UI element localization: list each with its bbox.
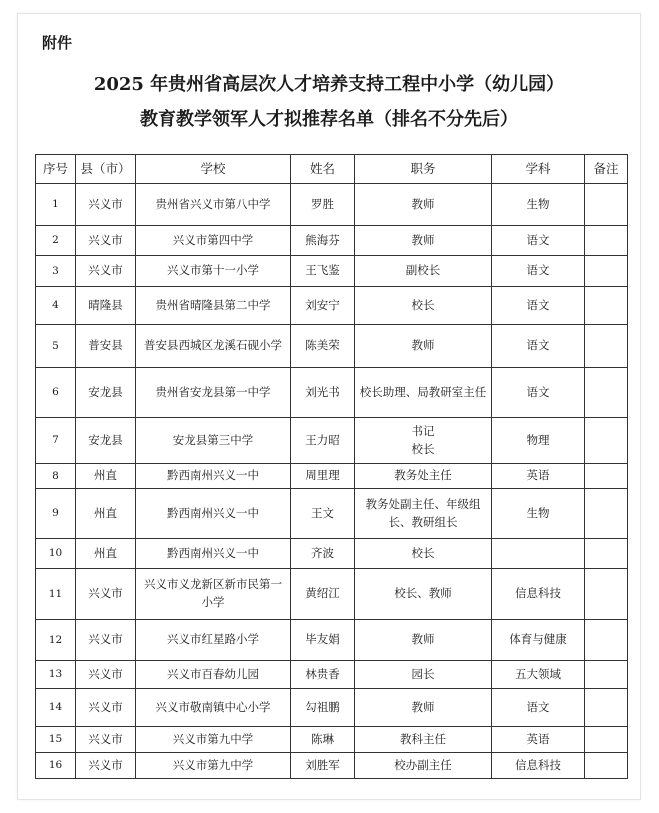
cell-position: 校长 [355, 287, 492, 325]
cell-subject: 语文 [492, 256, 585, 287]
cell-note [585, 368, 628, 418]
cell-no: 14 [36, 689, 76, 727]
cell-no: 13 [36, 661, 76, 689]
cell-note [585, 689, 628, 727]
cell-note [585, 256, 628, 287]
recommendation-table [35, 154, 628, 779]
cell-school: 黔西南州兴义一中 [136, 539, 291, 569]
cell-subject: 体育与健康 [492, 620, 585, 661]
cell-no: 3 [36, 256, 76, 287]
cell-county: 安龙县 [76, 418, 136, 464]
cell-name: 黄绍江 [291, 569, 355, 620]
cell-county: 兴义市 [76, 226, 136, 256]
table-row [36, 489, 628, 539]
table-row [36, 287, 628, 325]
cell-position: 教师 [355, 184, 492, 226]
cell-subject: 语文 [492, 325, 585, 368]
cell-note [585, 753, 628, 779]
cell-name: 陈琳 [291, 727, 355, 753]
cell-county: 兴义市 [76, 661, 136, 689]
cell-position: 副校长 [355, 256, 492, 287]
cell-county: 兴义市 [76, 620, 136, 661]
cell-name: 陈美荣 [291, 325, 355, 368]
cell-county: 州直 [76, 489, 136, 539]
cell-note [585, 569, 628, 620]
document-title-line-1: 2025 年贵州省高层次人才培养支持工程中小学（幼儿园） [93, 74, 565, 95]
cell-note [585, 226, 628, 256]
cell-subject: 英语 [492, 464, 585, 489]
cell-note [585, 325, 628, 368]
cell-no: 4 [36, 287, 76, 325]
cell-subject: 语文 [492, 368, 585, 418]
cell-name: 王飞鉴 [291, 256, 355, 287]
cell-county: 普安县 [76, 325, 136, 368]
cell-name: 刘光书 [291, 368, 355, 418]
table-row [36, 226, 628, 256]
table-row [36, 620, 628, 661]
cell-county: 兴义市 [76, 184, 136, 226]
cell-no: 6 [36, 368, 76, 418]
cell-position: 教师 [355, 325, 492, 368]
cell-position: 校长 [355, 539, 492, 569]
cell-position: 校办副主任 [355, 753, 492, 779]
cell-position: 教务处主任 [355, 464, 492, 489]
table-body [36, 184, 628, 779]
cell-school: 兴义市第九中学 [136, 753, 291, 779]
cell-subject [492, 539, 585, 569]
cell-name: 刘安宁 [291, 287, 355, 325]
cell-school: 黔西南州兴义一中 [136, 464, 291, 489]
attachment-label: 附件 [42, 34, 73, 52]
cell-county: 兴义市 [76, 727, 136, 753]
cell-name: 毕友娟 [291, 620, 355, 661]
header-note: 备注 [585, 155, 628, 184]
cell-name: 齐波 [291, 539, 355, 569]
cell-county: 州直 [76, 539, 136, 569]
cell-no: 12 [36, 620, 76, 661]
cell-county: 安龙县 [76, 368, 136, 418]
cell-note [585, 727, 628, 753]
cell-school: 兴义市红星路小学 [136, 620, 291, 661]
cell-school: 兴义市第四中学 [136, 226, 291, 256]
cell-county: 兴义市 [76, 569, 136, 620]
cell-school: 兴义市第九中学 [136, 727, 291, 753]
cell-school: 兴义市百春幼儿园 [136, 661, 291, 689]
cell-name: 刘胜军 [291, 753, 355, 779]
cell-note [585, 464, 628, 489]
document-title-line-2: 教育教学领军人才拟推荐名单（排名不分先后） [140, 109, 518, 130]
cell-note [585, 539, 628, 569]
cell-note [585, 418, 628, 464]
cell-position: 教务处副主任、年级组长、教研组长 [355, 489, 492, 539]
cell-county: 晴隆县 [76, 287, 136, 325]
cell-position: 教科主任 [355, 727, 492, 753]
cell-name: 罗胜 [291, 184, 355, 226]
table-row [36, 368, 628, 418]
header-school: 学校 [136, 155, 291, 184]
header-position: 职务 [355, 155, 492, 184]
table-row [36, 689, 628, 727]
header-county: 县（市） [76, 155, 136, 184]
cell-school: 贵州省安龙县第一中学 [136, 368, 291, 418]
cell-position: 教师 [355, 620, 492, 661]
table-row [36, 569, 628, 620]
cell-name: 熊海芬 [291, 226, 355, 256]
cell-school: 兴义市第十一小学 [136, 256, 291, 287]
cell-note [585, 661, 628, 689]
cell-county: 兴义市 [76, 256, 136, 287]
cell-county: 兴义市 [76, 753, 136, 779]
cell-no: 1 [36, 184, 76, 226]
cell-no: 9 [36, 489, 76, 539]
cell-name: 王力昭 [291, 418, 355, 464]
cell-subject: 信息科技 [492, 569, 585, 620]
cell-school: 黔西南州兴义一中 [136, 489, 291, 539]
cell-school: 贵州省兴义市第八中学 [136, 184, 291, 226]
cell-note [585, 287, 628, 325]
cell-name: 王文 [291, 489, 355, 539]
cell-note [585, 620, 628, 661]
cell-position: 书记 校长 [355, 418, 492, 464]
cell-subject: 物理 [492, 418, 585, 464]
cell-school: 贵州省晴隆县第二中学 [136, 287, 291, 325]
cell-school: 兴义市义龙新区新市民第一小学 [136, 569, 291, 620]
cell-school: 兴义市敬南镇中心小学 [136, 689, 291, 727]
cell-position: 园长 [355, 661, 492, 689]
cell-subject: 生物 [492, 184, 585, 226]
cell-subject: 语文 [492, 226, 585, 256]
cell-subject: 语文 [492, 287, 585, 325]
cell-no: 10 [36, 539, 76, 569]
cell-name: 周里理 [291, 464, 355, 489]
cell-subject: 信息科技 [492, 753, 585, 779]
header-no: 序号 [36, 155, 76, 184]
cell-no: 2 [36, 226, 76, 256]
cell-subject: 五大领域 [492, 661, 585, 689]
cell-school: 普安县西城区龙溪石砚小学 [136, 325, 291, 368]
table-row [36, 661, 628, 689]
cell-note [585, 489, 628, 539]
table-row [36, 184, 628, 226]
table-row [36, 753, 628, 779]
table-row [36, 325, 628, 368]
cell-position: 校长、教师 [355, 569, 492, 620]
table-row [36, 418, 628, 464]
cell-county: 兴义市 [76, 689, 136, 727]
cell-position: 教师 [355, 689, 492, 727]
cell-no: 16 [36, 753, 76, 779]
cell-note [585, 184, 628, 226]
cell-school: 安龙县第三中学 [136, 418, 291, 464]
cell-no: 5 [36, 325, 76, 368]
cell-no: 7 [36, 418, 76, 464]
cell-subject: 语文 [492, 689, 585, 727]
header-name: 姓名 [291, 155, 355, 184]
table-row [36, 256, 628, 287]
cell-name: 勾祖鹏 [291, 689, 355, 727]
cell-county: 州直 [76, 464, 136, 489]
cell-no: 8 [36, 464, 76, 489]
table-row [36, 539, 628, 569]
table-row [36, 727, 628, 753]
cell-position: 教师 [355, 226, 492, 256]
table-row [36, 464, 628, 489]
header-subject: 学科 [492, 155, 585, 184]
cell-name: 林贵香 [291, 661, 355, 689]
document-page [17, 13, 641, 800]
cell-no: 15 [36, 727, 76, 753]
cell-no: 11 [36, 569, 76, 620]
cell-position: 校长助理、局教研室主任 [355, 368, 492, 418]
cell-subject: 生物 [492, 489, 585, 539]
cell-subject: 英语 [492, 727, 585, 753]
table-header-row [36, 155, 628, 184]
